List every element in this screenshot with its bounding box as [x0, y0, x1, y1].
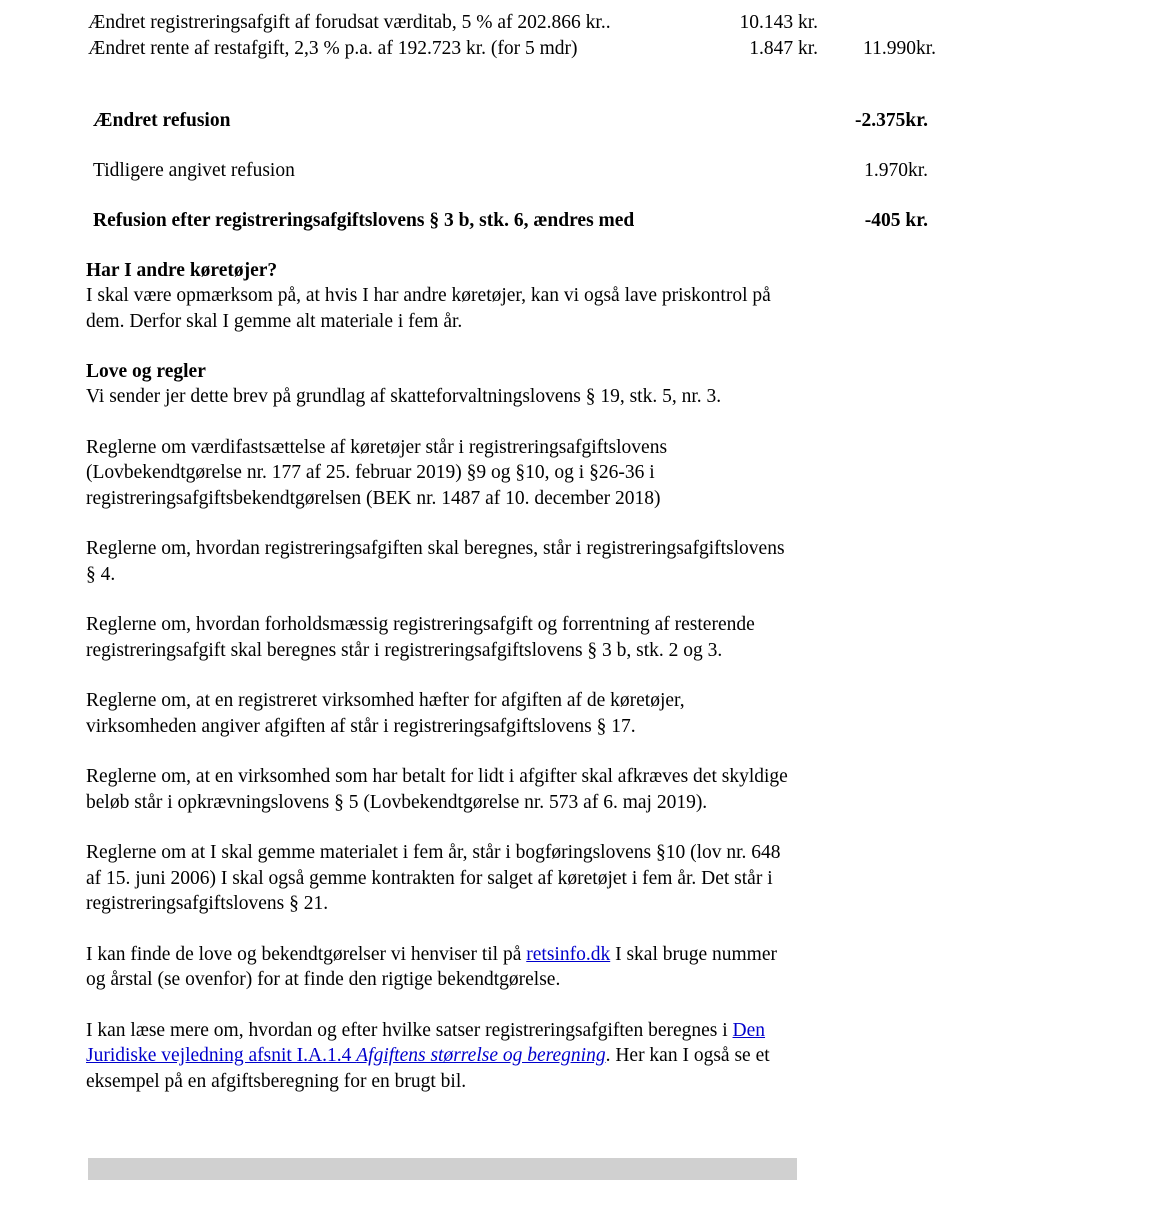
paragraph-gap — [86, 663, 798, 688]
calc-row-description: Ændret rente af restafgift, 2,3 % p.a. af 192.723 kr. (for 5 mdr) — [88, 38, 578, 59]
summary-row-refund-change — [88, 208, 928, 234]
paragraph-gap — [86, 917, 798, 942]
paragraph-retsinfo — [86, 942, 798, 993]
document-body — [86, 258, 798, 1094]
retsinfo-prefix: I kan finde de love og bekendtgørelser vi henviser til på — [86, 943, 527, 965]
paragraph-registration-tax-calculation: Reglerne om, hvordan registreringsafgiften skal beregnes, står i registreringsafgiftslovens § 4. — [86, 538, 785, 585]
guidance-prefix: I kan læse mere om, hvordan og efter hvilke satser registreringsafgiften beregnes i — [86, 1019, 733, 1041]
heading-other-vehicles: Har I andre køretøjer? — [86, 260, 278, 281]
calc-row-amount-primary: 10.143 kr. — [739, 12, 818, 33]
summary-label: Refusion efter registreringsafgiftslovens § 3 b, stk. 6, ændres med — [93, 210, 635, 231]
calculation-table — [88, 10, 936, 234]
juridical-guidance-link[interactable]: Den Juridiske vejledning afsnit I.A.1.4 — [86, 1019, 766, 1066]
paragraph-company-liability: Reglerne om, at en registreret virksomhed hæfter for afgiften af de køretøjer, virksomheden angiver afgiften af står i registreringsafgiftslovens § 17. — [86, 690, 685, 737]
retsinfo-link[interactable]: retsinfo.dk — [526, 943, 611, 965]
table-spacer — [88, 184, 928, 208]
table-spacer — [88, 134, 928, 158]
calc-row-amount-primary: 1.847 kr. — [749, 38, 818, 59]
table-row — [88, 36, 936, 62]
paragraph-underpaid-tax: Reglerne om, at en virksomhed som har betalt for lidt i afgifter skal afkræves det skyldige beløb står i opkrævningslovens § 5 (Lovbekendtgørelse nr. 573 af 6. maj 2019). — [86, 766, 788, 813]
guidance-suffix: . Her kan I også se et eksempel på en afgiftsberegning for en brugt bil. — [86, 1045, 770, 1092]
table-spacer — [88, 62, 928, 108]
summary-label: Tidligere angivet refusion — [93, 160, 295, 181]
summary-row-previous-refund — [88, 158, 928, 184]
paragraph-gap — [86, 815, 798, 840]
paragraph-gap — [86, 993, 798, 1018]
summary-amount: -2.375kr. — [855, 110, 928, 131]
paragraph-other-vehicles: I skal være opmærksom på, at hvis I har andre køretøjer, kan vi også lave priskontrol på dem. Derfor skal I gemme alt materiale i fem år. — [86, 285, 771, 332]
paragraph-valuation-rules: Reglerne om værdifastsættelse af køretøjer står i registreringsafgiftslovens (Lovbekendtgørelse nr. 177 af 25. februar 2019) §9 og §10, og i §26-36 i registreringsafgiftsbekendtgørelsen (BEK nr. 1487 af 10. december 2018) — [86, 436, 668, 509]
section-gap — [86, 334, 798, 359]
summary-row-changed-refund — [88, 108, 928, 134]
summary-label: Ændret refusion — [93, 110, 231, 131]
paragraph-gap — [86, 587, 798, 612]
summary-amount: 1.970kr. — [864, 160, 928, 181]
summary-amount: -405 kr. — [864, 210, 928, 231]
paragraph-record-keeping: Reglerne om at I skal gemme materialet i fem år, står i bogføringslovens §10 (lov nr. 648 af 15. juni 2006) I skal også gemme kontrakten for salget af køretøjet i fem år. Det står i registreringsafgiftslovens § 21. — [86, 842, 781, 914]
paragraph-legal-basis: Vi sender jer dette brev på grundlag af skatteforvaltningslovens § 19, stk. 5, nr. 3. — [86, 386, 722, 407]
paragraph-proportional-tax: Reglerne om, hvordan forholdsmæssig registreringsafgift og forrentning af resterende registreringsafgift skal beregnes står i registreringsafgiftslovens § 3 b, stk. 2 og 3. — [86, 614, 755, 661]
footer-bar — [88, 1158, 797, 1180]
paragraph-juridical-guidance — [86, 1018, 798, 1095]
calc-row-amount-total: 11.990kr. — [863, 38, 936, 59]
heading-laws-and-rules: Love og regler — [86, 361, 206, 382]
calc-row-description: Ændret registreringsafgift af forudsat værditab, 5 % af 202.866 kr.. — [88, 12, 611, 33]
paragraph-gap — [86, 739, 798, 764]
table-row — [88, 10, 928, 36]
retsinfo-suffix: I skal bruge nummer og årstal (se ovenfor) for at finde den rigtige bekendtgørelse. — [86, 943, 777, 990]
paragraph-gap — [86, 410, 798, 435]
paragraph-gap — [86, 511, 798, 536]
juridical-guidance-link-title[interactable]: Afgiftens størrelse og beregning — [356, 1045, 606, 1066]
